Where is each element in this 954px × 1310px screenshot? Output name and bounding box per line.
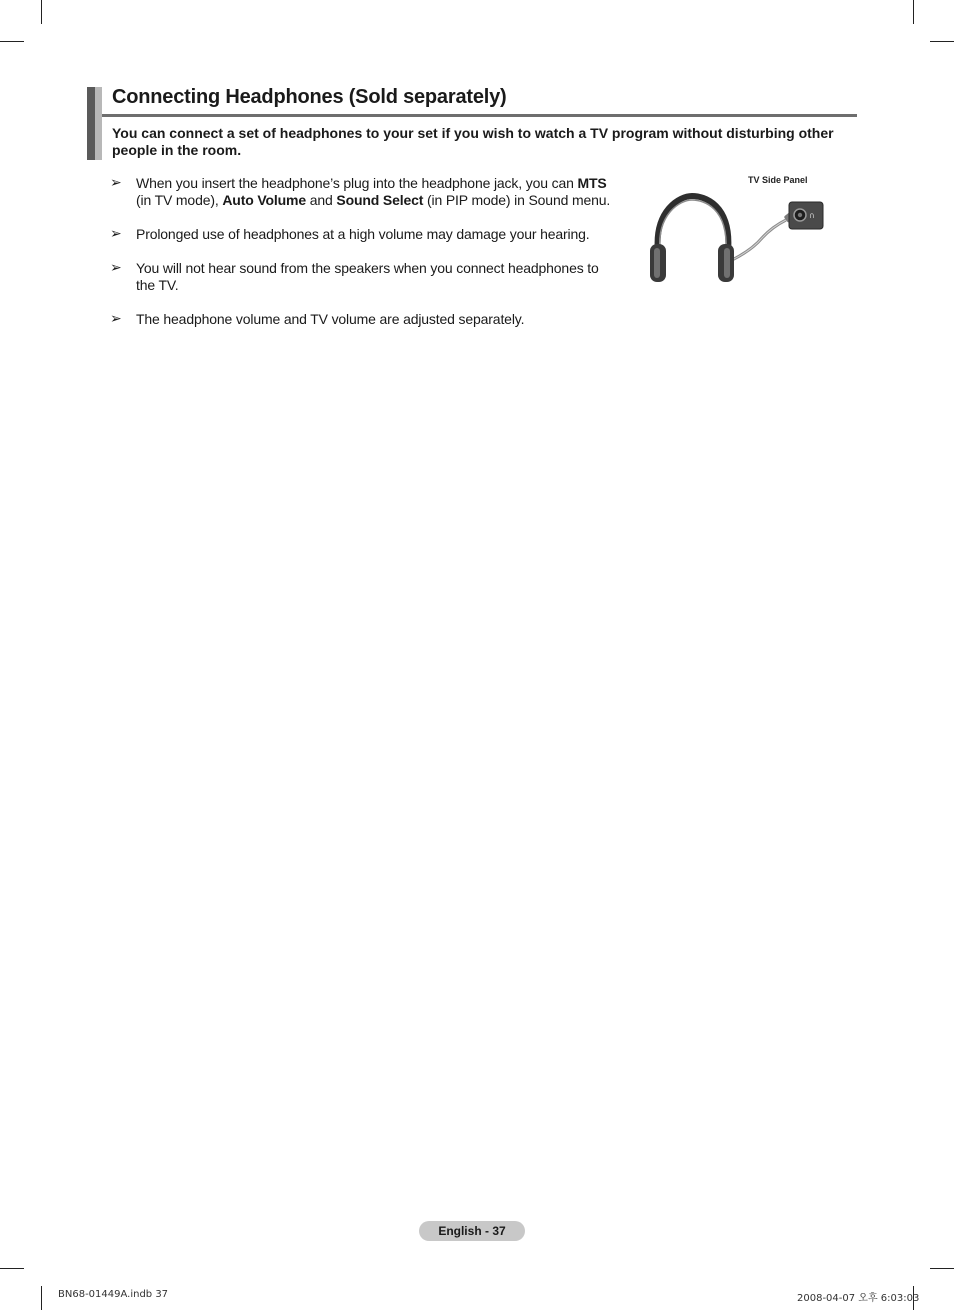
note-item [110,260,620,294]
note-text: and [306,192,337,208]
arrow-bullet-icon: ➢ [110,311,122,327]
arrow-bullet-icon: ➢ [110,260,122,276]
notes-list [110,175,620,345]
file-slug: BN68-01449A.indb 37 [58,1289,169,1300]
date-slug: 2008-04-07 오후 6:03:03 [797,1293,920,1304]
figure-label: TV Side Panel [748,175,808,185]
note-item [110,175,620,209]
section-marker-light [95,87,102,160]
note-item [110,311,620,328]
headphones-illustration-icon [640,172,840,292]
title-underline [102,114,857,117]
note-text: You will not hear sound from the speakers when you connect headphones to the TV. [136,260,599,293]
note-text: Prolonged use of headphones at a high volume may damage your hearing. [136,226,590,242]
crop-mark [0,41,24,42]
svg-text:∩: ∩ [809,211,815,220]
note-keyword: Auto Volume [222,192,306,208]
note-text: (in TV mode), [136,192,223,208]
note-item [110,226,620,243]
page-number-badge: English - 37 [419,1221,525,1241]
section-marker-dark [87,87,95,160]
arrow-bullet-icon: ➢ [110,175,122,191]
crop-mark [930,41,954,42]
intro-paragraph: You can connect a set of headphones to your set if you wish to watch a TV program without disturbing other people in the room. [112,125,834,158]
crop-mark [930,1268,954,1269]
headphone-connection-figure [640,172,840,292]
note-keyword: Sound Select [336,192,424,208]
crop-mark [0,1268,24,1269]
crop-mark [41,0,42,24]
note-keyword: MTS [577,175,607,191]
crop-mark [41,1286,42,1310]
note-text: The headphone volume and TV volume are adjusted separately. [136,311,525,327]
arrow-bullet-icon: ➢ [110,226,122,242]
crop-mark [913,0,914,24]
page-title: Connecting Headphones (Sold separately) [112,86,507,108]
note-text: (in PIP mode) in Sound menu. [423,192,611,208]
note-text: When you insert the headphone’s plug into the headphone jack, you can [136,175,578,191]
